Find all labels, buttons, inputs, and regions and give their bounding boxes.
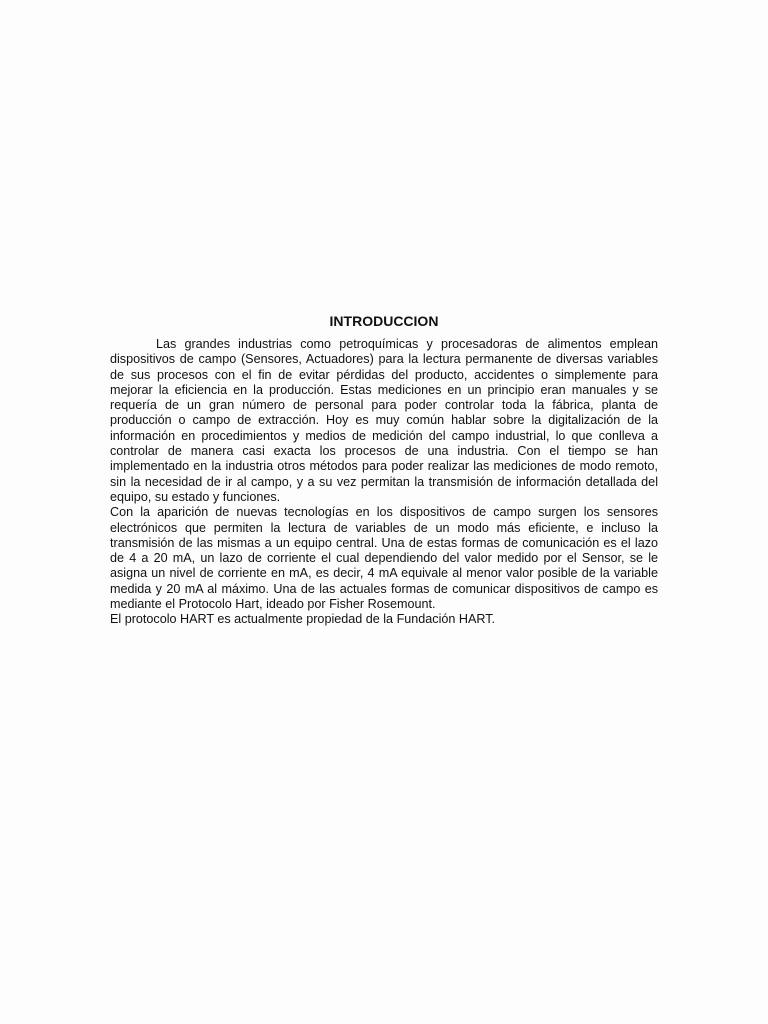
paragraph-3: El protocolo HART es actualmente propiedad de la Fundación HART. xyxy=(110,612,496,627)
paragraph-1: Las grandes industrias como petroquímicas y procesadoras de alimentos emplean dispositivos de campo (Sensores, Actuadores) para la lectura permanente de diversas variables de sus procesos con el fin de evitar pérdidas del producto, accidentes o simplemente para mejorar la eficiencia en la producción. Estas mediciones en un principio eran manuales y se requería de un gran número de personal para poder controlar toda la fábrica, planta de producción o campo de extracción. Hoy es muy común hablar sobre la digitalización de la información en procedimientos y medios de medición del campo industrial, lo que conlleva a controlar de manera casi exacta los procesos de una industria. Con el tiempo se han implementado en la industria otros métodos para poder realizar las mediciones de modo remoto, sin la necesidad de ir al campo, y a su vez permitan la transmisión de información detallada del equipo, su estado y funciones. xyxy=(110,337,658,504)
paragraph-2: Con la aparición de nuevas tecnologías en los dispositivos de campo surgen los sensores electrónicos que permiten la lectura de variables de un modo más eficiente, e incluso la transmisión de las mismas a un equipo central. Una de estas formas de comunicación es el lazo de 4 a 20 mA, un lazo de corriente el cual dependiendo del valor medido por el Sensor, se le asigna un nivel de corriente en mA, es decir, 4 mA equivale al menor valor posible de la variable medida y 20 mA al máximo. Una de las actuales formas de comunicar dispositivos de campo es mediante el Protocolo Hart, ideado por Fisher Rosemount. xyxy=(110,505,658,612)
document-body xyxy=(110,337,658,628)
document-heading: INTRODUCCION xyxy=(329,313,439,329)
